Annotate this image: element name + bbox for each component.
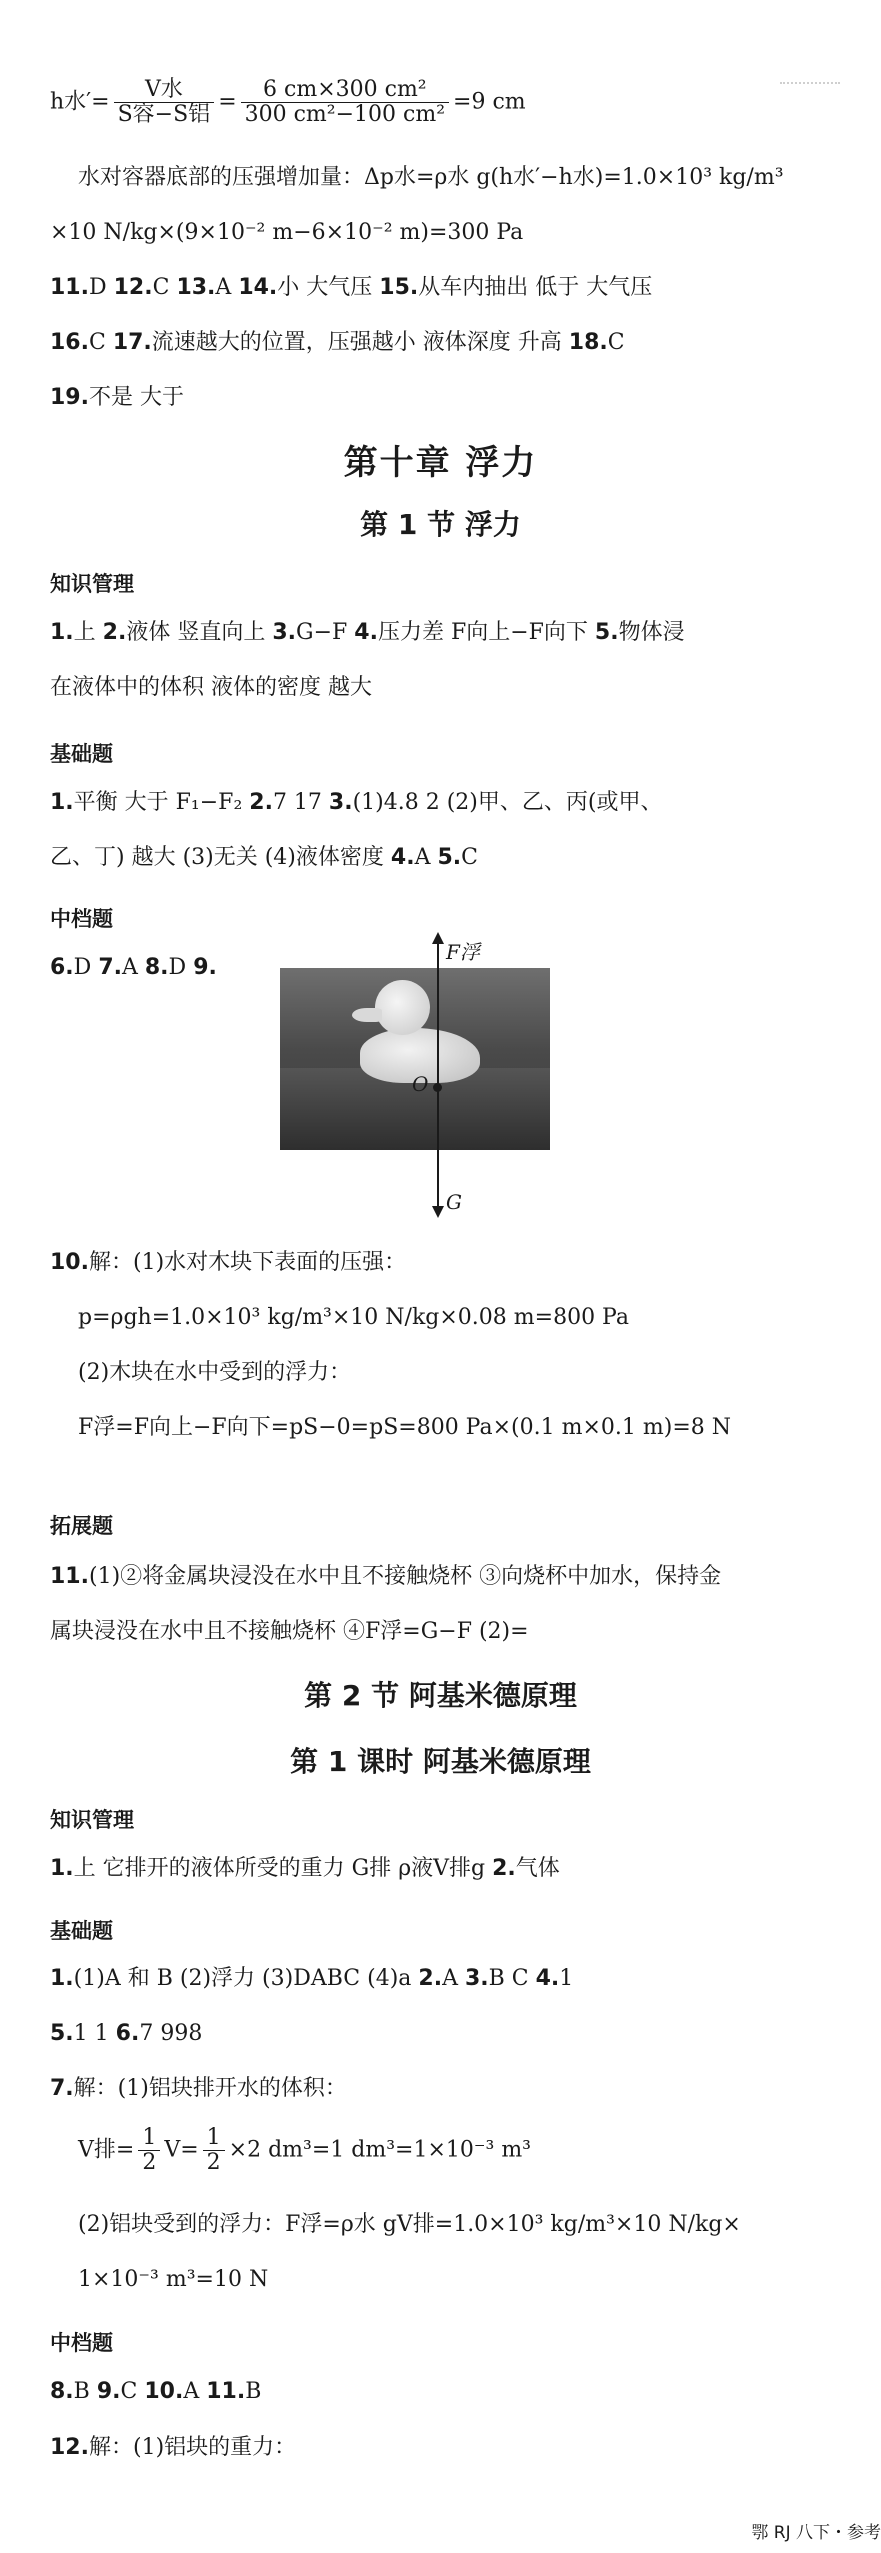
page-footer: 鄂 RJ 八下・参考 xyxy=(751,2523,881,2543)
answer-text: 小 大气压 xyxy=(277,275,380,300)
answer-text: 液体 竖直向上 xyxy=(126,620,273,645)
duck-figure xyxy=(280,968,550,1150)
answer-text: 1 xyxy=(559,1966,574,1991)
answer-text: G−F xyxy=(296,620,355,645)
answer-text: 流速越大的位置，压强越小 液体深度 升高 xyxy=(151,330,569,355)
intermediate-heading: 中档题 xyxy=(50,907,113,931)
question-number: 3. xyxy=(464,1966,489,1991)
formula-lhs: h水′= xyxy=(50,89,110,115)
question-number: 3. xyxy=(272,620,297,645)
question-number: 13. xyxy=(176,275,216,300)
q7-formula-mid: V= xyxy=(164,2137,199,2163)
fraction-half xyxy=(203,2126,225,2175)
answer-text: B xyxy=(73,2379,97,2404)
question-number: 2. xyxy=(102,620,127,645)
fraction-numerator: 1 xyxy=(203,2126,225,2151)
q10-text-4: F浮=F向上−F向下=pS−0=pS=800 Pa×(0.1 m×0.1 m)=8 N xyxy=(78,1415,732,1440)
section-1-title: 第 1 节 浮力 xyxy=(360,508,521,541)
q7-formula xyxy=(78,2126,531,2175)
question-number: 5. xyxy=(594,620,619,645)
q7-text-1: 解：(1)铝块排开水的体积： xyxy=(73,2076,347,2101)
q10-text-1: 解：(1)水对木块下表面的压强： xyxy=(88,1250,407,1275)
question-number: 7. xyxy=(50,2076,74,2101)
q11-text-2: 属块浸没在水中且不接触烧杯 ④F浮=G−F (2)= xyxy=(50,1619,529,1644)
answer-text: 物体浸 xyxy=(618,620,685,645)
answer-text: B C xyxy=(488,1966,536,1991)
answer-text: 从车内抽出 低于 大气压 xyxy=(418,275,653,300)
question-number: 4. xyxy=(535,1966,560,1991)
pressure-result-line: ×10 N/kg×(9×10⁻² m−6×10⁻² m)=300 Pa xyxy=(50,220,524,245)
basic-answers-line-2 xyxy=(50,2019,202,2049)
basic-answers-line-2 xyxy=(50,843,478,873)
fraction-numerator: V水 xyxy=(114,78,215,103)
knowledge-answers-line-2: 在液体中的体积 液体的密度 越大 xyxy=(50,675,372,700)
q12-text-1: 解：(1)铝块的重力： xyxy=(88,2435,297,2460)
question-number: 18. xyxy=(568,330,608,355)
answers-16-18 xyxy=(50,328,625,358)
fraction-half xyxy=(138,2126,160,2175)
answer-text: 平衡 大于 F₁−F₂ xyxy=(73,790,250,815)
answer-text: A xyxy=(183,2379,207,2404)
answer-text: 7 998 xyxy=(139,2021,203,2046)
question-number: 1. xyxy=(50,790,74,815)
q7-line-1 xyxy=(50,2074,347,2104)
q7-text-3: (2)铝块受到的浮力：F浮=ρ水 gV排=1.0×10³ kg/m³×10 N/kg× xyxy=(78,2212,741,2237)
q11-text-1: (1)②将金属块浸没在水中且不接触烧杯 ③向烧杯中加水，保持金 xyxy=(88,1564,722,1589)
knowledge-answers-line xyxy=(50,1854,560,1884)
question-number: 16. xyxy=(50,330,89,355)
answer-text: 上 它排开的液体所受的重力 G排 ρ液V排g xyxy=(73,1856,493,1881)
fraction-numeric xyxy=(241,78,449,127)
question-number: 8. xyxy=(144,955,169,980)
basic-heading: 基础题 xyxy=(50,1919,113,1943)
gravity-arrow-icon xyxy=(432,1206,444,1218)
answer-text: C xyxy=(120,2379,145,2404)
question-number: 9. xyxy=(96,2379,121,2404)
question-number: 17. xyxy=(112,330,152,355)
equals-sign: = xyxy=(218,89,237,115)
force-line xyxy=(437,940,439,1210)
question-number: 5. xyxy=(437,845,462,870)
basic-answers-line-1 xyxy=(50,1964,573,1994)
question-number: 19. xyxy=(50,385,89,410)
question-number: 2. xyxy=(492,1856,516,1881)
answer-text: C xyxy=(152,275,177,300)
answer-text: A xyxy=(215,275,239,300)
basic-heading: 基础题 xyxy=(50,742,113,766)
duck-head xyxy=(375,980,430,1035)
question-number: 2. xyxy=(418,1966,443,1991)
intermediate-answers-line xyxy=(50,2377,261,2407)
question-number: 9. xyxy=(193,955,217,980)
section-2-title: 第 2 节 阿基米德原理 xyxy=(304,1679,577,1712)
label-buoyancy: F浮 xyxy=(446,940,480,964)
answer-text: 不是 大于 xyxy=(88,385,184,410)
formula-h-water xyxy=(50,78,526,127)
question-number: 4. xyxy=(390,845,415,870)
question-number: 10. xyxy=(144,2379,184,2404)
intermediate-answers-line xyxy=(50,953,217,983)
question-number: 14. xyxy=(238,275,278,300)
answer-text: D xyxy=(88,275,114,300)
fraction-denominator: 2 xyxy=(142,2150,157,2175)
question-number: 5. xyxy=(50,2021,74,2046)
fraction-numerator: 1 xyxy=(138,2126,160,2151)
fraction-denominator: 2 xyxy=(206,2150,221,2175)
question-number: 15. xyxy=(379,275,419,300)
basic-answers-line-1 xyxy=(50,788,662,818)
answers-19 xyxy=(50,383,184,413)
answer-text: D xyxy=(168,955,194,980)
answers-11-15 xyxy=(50,273,652,303)
question-number: 6. xyxy=(115,2021,140,2046)
question-number: 10. xyxy=(50,1250,89,1275)
label-gravity: G xyxy=(446,1190,462,1214)
answer-text: A xyxy=(121,955,145,980)
fraction-numerator: 6 cm×300 cm² xyxy=(241,78,449,103)
chapter-title: 第十章 浮力 xyxy=(343,443,538,483)
pressure-increase-line: 水对容器底部的压强增加量：Δp水=ρ水 g(h水′−h水)=1.0×10³ kg/m³ xyxy=(78,165,784,190)
answer-text: B xyxy=(245,2379,262,2404)
duck-beak xyxy=(352,1008,382,1022)
q7-text-4: 1×10⁻³ m³=10 N xyxy=(78,2267,269,2292)
center-point xyxy=(433,1083,442,1092)
extension-heading: 拓展题 xyxy=(50,1514,113,1538)
question-number: 11. xyxy=(50,1564,89,1589)
answer-text: 7 17 xyxy=(272,790,329,815)
question-number: 12. xyxy=(50,2435,89,2460)
question-number: 1. xyxy=(50,1856,74,1881)
q7-formula-lhs: V排= xyxy=(78,2137,135,2163)
fraction-denominator: 300 cm²−100 cm² xyxy=(244,102,446,127)
answer-text: 上 xyxy=(73,620,103,645)
label-center-o: O xyxy=(412,1072,429,1096)
question-number: 1. xyxy=(50,1966,74,1991)
knowledge-answers-line-1 xyxy=(50,618,685,648)
q10-line-1 xyxy=(50,1248,406,1278)
formula-result: =9 cm xyxy=(453,89,526,115)
fraction-v-over-s xyxy=(114,78,215,127)
lesson-1-title: 第 1 课时 阿基米德原理 xyxy=(290,1745,591,1778)
question-number: 7. xyxy=(98,955,122,980)
knowledge-heading: 知识管理 xyxy=(50,1808,134,1832)
question-number: 6. xyxy=(50,955,74,980)
q11-line-1 xyxy=(50,1562,721,1592)
question-number: 11. xyxy=(50,275,89,300)
q10-text-2: p=ρgh=1.0×10³ kg/m³×10 N/kg×0.08 m=800 Pa xyxy=(78,1305,629,1330)
buoyancy-arrow-icon xyxy=(432,932,444,944)
question-number: 8. xyxy=(50,2379,74,2404)
fraction-denominator: S容−S铝 xyxy=(117,102,211,127)
answer-text: C xyxy=(607,330,625,355)
answer-text: A xyxy=(414,845,438,870)
question-number: 4. xyxy=(354,620,378,645)
answer-text: 气体 xyxy=(515,1856,560,1881)
intermediate-heading: 中档题 xyxy=(50,2331,113,2355)
answer-text: C xyxy=(461,845,478,870)
q7-formula-result: ×2 dm³=1 dm³=1×10⁻³ m³ xyxy=(228,2137,531,2163)
question-number: 1. xyxy=(50,620,74,645)
question-number: 12. xyxy=(113,275,153,300)
q12-line-1 xyxy=(50,2433,296,2463)
answer-text: (1)4.8 2 (2)甲、乙、丙(或甲、 xyxy=(352,790,663,815)
answer-text: C xyxy=(88,330,113,355)
answer-text: (1)A 和 B (2)浮力 (3)DABC (4)a xyxy=(73,1966,419,1991)
q10-text-3: (2)木块在水中受到的浮力： xyxy=(78,1360,352,1385)
knowledge-heading: 知识管理 xyxy=(50,572,134,596)
answer-text: A xyxy=(442,1966,465,1991)
answer-text: 乙、丁) 越大 (3)无关 (4)液体密度 xyxy=(50,845,391,870)
question-number: 2. xyxy=(249,790,273,815)
question-number: 11. xyxy=(206,2379,246,2404)
answer-text: 压力差 F向上−F向下 xyxy=(377,620,595,645)
question-number: 3. xyxy=(328,790,353,815)
answer-text: D xyxy=(73,955,99,980)
faint-mark xyxy=(780,82,840,88)
answer-text: 1 1 xyxy=(73,2021,116,2046)
